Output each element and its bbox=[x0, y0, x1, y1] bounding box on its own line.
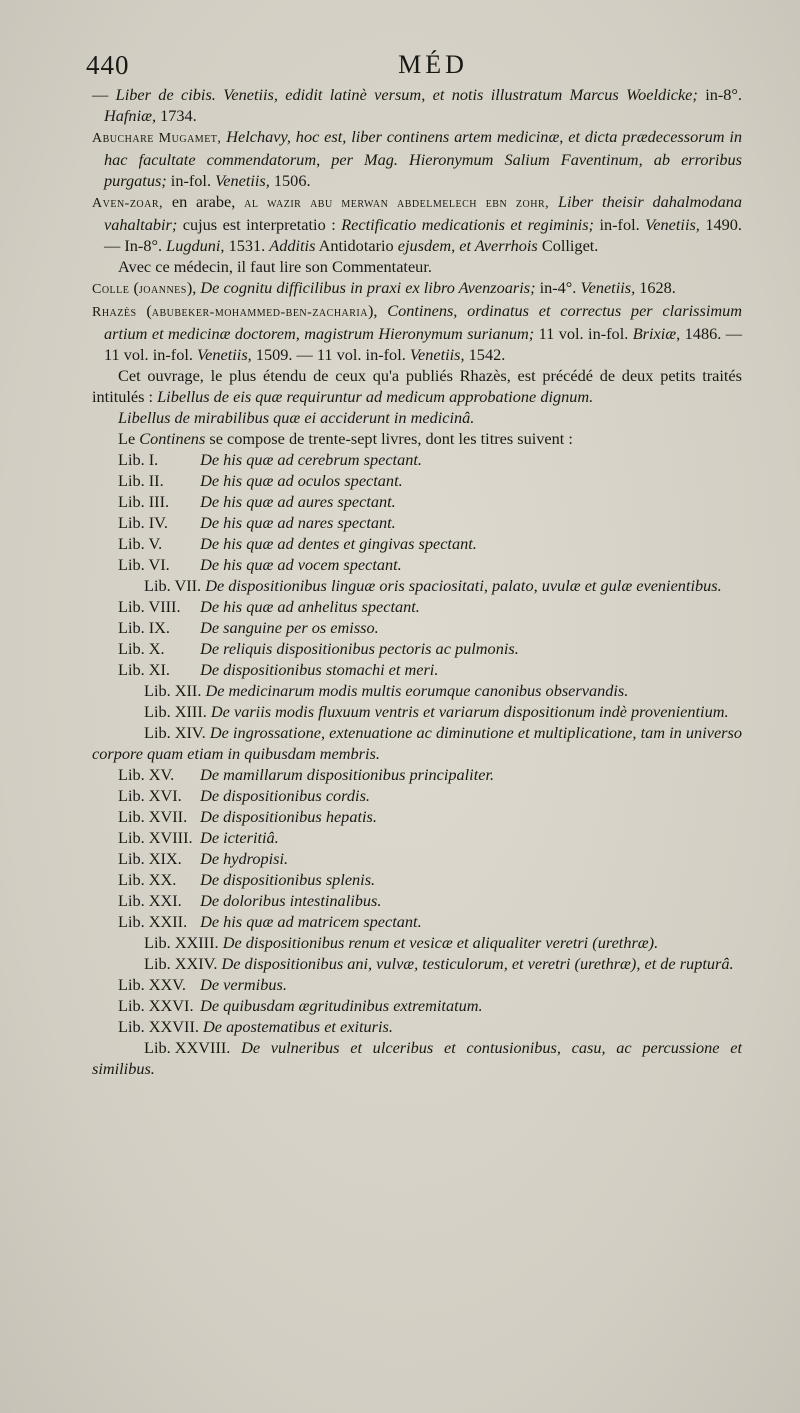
text-run: Aven-zoar, bbox=[92, 196, 164, 211]
book-label: Lib. XXVIII. bbox=[144, 1038, 231, 1057]
book-list-item bbox=[92, 659, 742, 680]
text-run: De cognitu difficilibus in praxi ex libro Avenzoaris; bbox=[200, 278, 536, 297]
book-list-item bbox=[92, 680, 742, 701]
text-run: 1509. — 11 vol. in-fol. bbox=[251, 345, 410, 364]
text-run: ejusdem, et Averrhois bbox=[397, 236, 538, 255]
book-label: Lib. XVIII. bbox=[118, 828, 193, 847]
book-label: Lib. II. bbox=[118, 471, 164, 490]
text-run: 1486. — 11 vol. in-fol. bbox=[104, 324, 743, 364]
book-title: De his quæ ad matricem spectant. bbox=[200, 912, 422, 931]
book-list-item bbox=[92, 512, 742, 533]
text-run: Continens bbox=[139, 429, 206, 448]
text-run: ), bbox=[367, 301, 388, 320]
book-label: Lib. XIX. bbox=[118, 849, 182, 868]
text-run: Antidotario bbox=[315, 236, 398, 255]
book-label: Lib. XXVII. bbox=[118, 1017, 199, 1036]
book-label: Lib. XXV. bbox=[118, 975, 186, 994]
paragraph-ouvrage bbox=[92, 365, 742, 407]
book-label: Lib. XVI. bbox=[118, 786, 182, 805]
text-run: 1506. bbox=[269, 171, 311, 190]
book-title: De his quæ ad oculos spectant. bbox=[200, 471, 403, 490]
book-list-item bbox=[92, 722, 742, 764]
text-run: ( bbox=[129, 278, 139, 297]
book-title: De quibusdam ægritudinibus extremitatum. bbox=[200, 996, 483, 1015]
text-run: ), bbox=[186, 278, 201, 297]
text-run: Brixiæ, bbox=[632, 324, 681, 343]
book-title: De icteritiâ. bbox=[200, 828, 279, 847]
book-list-item bbox=[92, 974, 742, 995]
text-run: Venetiis, bbox=[197, 345, 252, 364]
text-run: Helchavy, hoc est, liber continens artem medicinæ, et dicta prædecessorum in hac facultate commendatorum, per Mag. Hieronymum Salium Faventinum, ab erroribus purgatus; bbox=[104, 127, 743, 190]
text-run: Rhazès bbox=[92, 305, 137, 320]
book-title: De hydropisi. bbox=[200, 849, 289, 868]
bibliography-entry bbox=[92, 126, 742, 191]
text-run: Lugduni, bbox=[166, 236, 225, 255]
book-list-item bbox=[92, 932, 742, 953]
text-run: 11 vol. in-fol. bbox=[534, 324, 633, 343]
book-label: Lib. XXIV. bbox=[144, 954, 218, 973]
page-number: 440 bbox=[86, 50, 130, 80]
book-list-item bbox=[92, 995, 742, 1016]
book-title: De dispositionibus ani, vulvæ, testiculorum, et veretri (urethræ), et de rupturâ. bbox=[221, 954, 734, 973]
book-label: Lib. XII. bbox=[144, 681, 202, 700]
book-title: De ingrossatione, extenuatione ac diminutione et multiplicatione, tam in universo corpore quam etiam in quibusdam membris. bbox=[92, 723, 742, 763]
text-run: Venetiis, bbox=[580, 278, 636, 297]
book-label: Lib. IX. bbox=[118, 618, 170, 637]
page-header bbox=[86, 50, 760, 84]
bibliography-entry bbox=[92, 84, 742, 126]
book-label: Lib. XV. bbox=[118, 765, 175, 784]
page-body bbox=[92, 84, 742, 1079]
book-title: De his quæ ad aures spectant. bbox=[200, 492, 396, 511]
book-list-item bbox=[92, 554, 742, 575]
book-title: De doloribus intestinalibus. bbox=[200, 891, 382, 910]
text-run: joannes bbox=[138, 282, 187, 297]
text-run: ( bbox=[136, 301, 152, 320]
text-run: se compose de trente-sept livres, dont les titres suivent : bbox=[205, 429, 573, 448]
book-title: De vulneribus et ulceribus et contusionibus, casu, ac percussione et similibus. bbox=[92, 1038, 742, 1078]
book-label: Lib. XIV. bbox=[144, 723, 206, 742]
book-title: De dispositionibus splenis. bbox=[200, 870, 376, 889]
book-title: De apostematibus et exituris. bbox=[203, 1017, 393, 1036]
book-list-item bbox=[92, 596, 742, 617]
book-title: De his quæ ad vocem spectant. bbox=[200, 555, 402, 574]
book-label: Lib. XI. bbox=[118, 660, 170, 679]
book-title: De dispositionibus stomachi et meri. bbox=[200, 660, 439, 679]
book-list-item bbox=[92, 1016, 742, 1037]
book-list bbox=[92, 449, 742, 1079]
text-run bbox=[549, 192, 558, 211]
book-label: Lib. XVII. bbox=[118, 807, 188, 826]
book-title: De his quæ ad nares spectant. bbox=[200, 513, 396, 532]
book-list-item bbox=[92, 533, 742, 554]
text-run: en arabe, bbox=[163, 192, 245, 211]
bibliography-entries-2 bbox=[92, 277, 742, 365]
text-run: in-fol. bbox=[166, 171, 216, 190]
text-run: 1628. bbox=[635, 278, 676, 297]
text-run: 1531. bbox=[224, 236, 270, 255]
book-list-item bbox=[92, 470, 742, 491]
book-list-item bbox=[92, 827, 742, 848]
paragraph-continens bbox=[92, 428, 742, 449]
bibliography-entry bbox=[92, 191, 742, 256]
book-title: De dispositionibus renum et vesicæ et aliqualiter veretri (urethræ). bbox=[222, 933, 659, 952]
text-run: Le bbox=[118, 429, 140, 448]
book-label: Lib. IV. bbox=[118, 513, 168, 532]
book-label: Lib. X. bbox=[118, 639, 165, 658]
book-label: Lib. XXII. bbox=[118, 912, 188, 931]
book-label: Lib. VI. bbox=[118, 555, 170, 574]
note-avenzoar: Avec ce médecin, il faut lire son Commentateur. bbox=[118, 257, 432, 276]
text-run: Abuchare Mugamet, bbox=[92, 131, 222, 146]
book-list-item bbox=[92, 869, 742, 890]
text-run: Cet ouvrage, le plus étendu de ceux qu'a publiés Rhazès, est précédé de deux petits traités intitulés : bbox=[92, 366, 742, 406]
book-title: De his quæ ad anhelitus spectant. bbox=[200, 597, 420, 616]
book-list-item bbox=[92, 785, 742, 806]
book-title: De mamillarum dispositionibus principaliter. bbox=[200, 765, 495, 784]
book-list-item bbox=[92, 890, 742, 911]
text-run: Continens, ordinatus et correctus per clarissimum artium et medicinæ doctorem, magistrum Hieronymum surianum; bbox=[104, 301, 743, 343]
text-run: Colle bbox=[92, 282, 130, 297]
book-list-item bbox=[92, 491, 742, 512]
text-run: in-4°. bbox=[535, 278, 581, 297]
text-run: Liber de cibis. Venetiis, edidit latinè versum, et notis illustratum Marcus Woeldicke; bbox=[115, 85, 698, 104]
book-list-item bbox=[92, 848, 742, 869]
text-run: in-8°. bbox=[697, 85, 742, 104]
book-label: Lib. XXI. bbox=[118, 891, 182, 910]
text-run: Venetiis, bbox=[409, 345, 465, 364]
text-run: Hafniæ, bbox=[104, 106, 157, 125]
text-run: 1490. — In-8°. bbox=[104, 215, 743, 255]
book-title: De his quæ ad cerebrum spectant. bbox=[200, 450, 422, 469]
text-run: in-fol. bbox=[593, 215, 646, 234]
bibliography-entries bbox=[92, 84, 742, 256]
book-list-item bbox=[92, 701, 742, 722]
book-list-item bbox=[92, 1037, 742, 1079]
text-run: Additis bbox=[269, 236, 316, 255]
running-head: MÉD bbox=[398, 50, 468, 79]
book-label: Lib. V. bbox=[118, 534, 163, 553]
text-run: 1734. bbox=[156, 106, 197, 125]
book-label: Lib. XXIII. bbox=[144, 933, 219, 952]
bibliography-entry bbox=[92, 277, 742, 300]
text-run: Rectificatio medicationis et regiminis; bbox=[341, 215, 594, 234]
book-title: De reliquis dispositionibus pectoris ac pulmonis. bbox=[200, 639, 519, 658]
text-run: Venetiis, bbox=[645, 215, 700, 234]
book-list-item bbox=[92, 617, 742, 638]
text-run: abubeker-mohammed-ben-zacharia bbox=[151, 305, 368, 320]
book-label: Lib. VII. bbox=[144, 576, 202, 595]
book-label: Lib. XIII. bbox=[144, 702, 207, 721]
book-list-item bbox=[92, 638, 742, 659]
book-title: De dispositionibus linguæ oris spaciositati, palato, uvulæ et gulæ evenientibus. bbox=[205, 576, 722, 595]
text-run: 1542. bbox=[464, 345, 506, 364]
text-run: Libellus de eis quæ requiruntur ad medicum approbatione dignum. bbox=[157, 387, 594, 406]
book-title: De his quæ ad dentes et gingivas spectant. bbox=[200, 534, 477, 553]
book-label: Lib. I. bbox=[118, 450, 159, 469]
book-title: De vermibus. bbox=[200, 975, 287, 994]
book-label: Lib. XXVI. bbox=[118, 996, 194, 1015]
book-label: Lib. XX. bbox=[118, 870, 177, 889]
book-list-item bbox=[92, 911, 742, 932]
book-title: De medicinarum modis multis eorumque canonibus observandis. bbox=[205, 681, 629, 700]
book-title: De variis modis fluxuum ventris et variarum dispositionum indè provenientium. bbox=[210, 702, 729, 721]
book-list-item bbox=[92, 953, 742, 974]
book-list-item bbox=[92, 806, 742, 827]
text-run: al wazir abu merwan abdelmelech ebn zohr, bbox=[244, 196, 550, 211]
book-title: De dispositionibus cordis. bbox=[200, 786, 370, 805]
text-run: Liber theisir dahalmodana vahaltabir; bbox=[104, 192, 743, 234]
text-run: — bbox=[92, 85, 116, 104]
bibliography-entry bbox=[92, 300, 742, 365]
text-run: Venetiis, bbox=[215, 171, 270, 190]
paragraph-libellus: Libellus de mirabilibus quæ ei acciderunt in medicinâ. bbox=[118, 408, 475, 427]
book-list-item bbox=[92, 449, 742, 470]
book-label: Lib. III. bbox=[118, 492, 170, 511]
book-title: De dispositionibus hepatis. bbox=[200, 807, 377, 826]
book-list-item bbox=[92, 575, 742, 596]
book-list-item bbox=[92, 764, 742, 785]
book-title: De sanguine per os emisso. bbox=[200, 618, 379, 637]
text-run: Colliget. bbox=[537, 236, 599, 255]
text-run: cujus est interpretatio : bbox=[177, 215, 342, 234]
book-label: Lib. VIII. bbox=[118, 597, 181, 616]
